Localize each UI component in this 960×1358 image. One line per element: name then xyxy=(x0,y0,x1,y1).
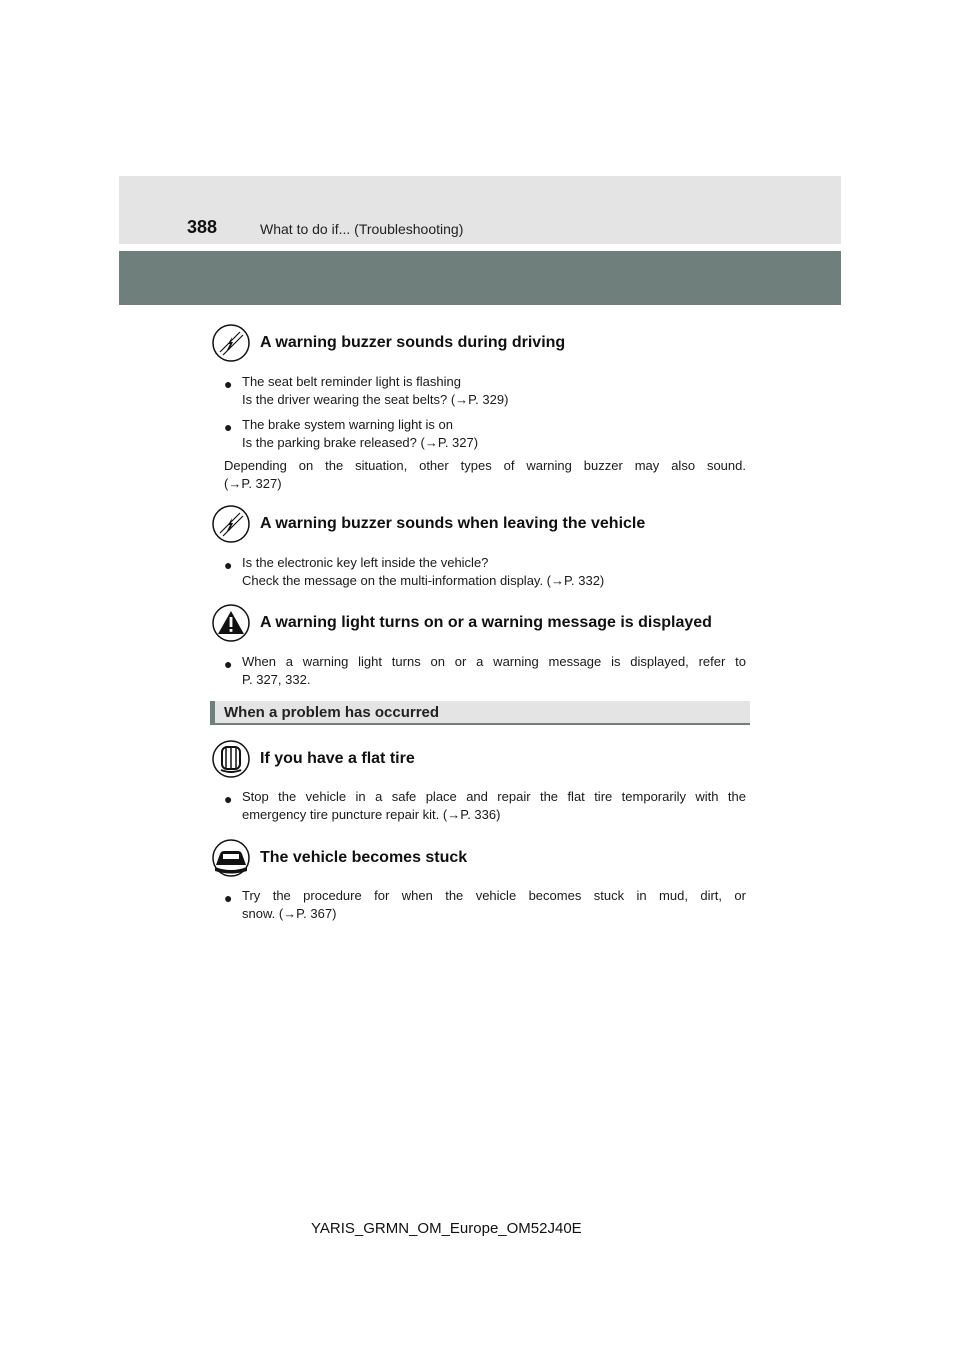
note-paragraph xyxy=(224,457,746,493)
list-item-line: The seat belt reminder light is flashing xyxy=(242,374,461,389)
list-item-line: Try the procedure for when the vehicle becomes stuck in mud, dirt, or xyxy=(242,888,746,903)
flat-tire-icon xyxy=(212,740,250,778)
header-title: What to do if... (Troubleshooting) xyxy=(260,221,464,237)
list-item xyxy=(224,653,746,689)
list-item-line: emergency tire puncture repair kit. (→P. 336) xyxy=(242,807,501,822)
bullet-icon: ● xyxy=(224,890,233,906)
bullet-icon: ● xyxy=(224,419,233,435)
list-item xyxy=(224,887,746,923)
band-title: When a problem has occurred xyxy=(224,704,440,721)
list-item xyxy=(224,788,746,824)
list-item-line: Is the electronic key left inside the vehicle? xyxy=(242,555,489,570)
bullet-icon: ● xyxy=(224,376,233,392)
list-item-line: P. 327, 332. xyxy=(242,672,311,687)
section-title: If you have a flat tire xyxy=(260,750,415,767)
note-line: Depending on the situation, other types of warning buzzer may also sound. xyxy=(224,458,746,473)
header-bar xyxy=(119,251,841,305)
list-item-line: Stop the vehicle in a safe place and repair the flat tire temporarily with the xyxy=(242,789,746,804)
header-band xyxy=(119,176,841,244)
warning-buzzer-icon xyxy=(212,324,250,362)
warning-triangle-icon xyxy=(212,604,250,642)
bullet-icon: ● xyxy=(224,557,233,573)
bullet-icon: ● xyxy=(224,791,233,807)
page-number: 388 xyxy=(187,217,218,237)
section-title: A warning light turns on or a warning message is displayed xyxy=(260,614,712,631)
list-item-line: The brake system warning light is on xyxy=(242,417,453,432)
section-title: A warning buzzer sounds during driving xyxy=(260,334,566,351)
list-item-line: When a warning light turns on or a warning message is displayed, refer to xyxy=(242,654,746,669)
warning-buzzer-icon xyxy=(212,505,250,543)
bullet-icon: ● xyxy=(224,656,233,672)
footer-text: YARIS_GRMN_OM_Europe_OM52J40E xyxy=(311,1220,582,1237)
section-title: A warning buzzer sounds when leaving the vehicle xyxy=(260,515,646,532)
list-item-line: snow. (→P. 367) xyxy=(242,906,337,921)
section-title: The vehicle becomes stuck xyxy=(260,849,468,866)
note-line: (→P. 327) xyxy=(224,476,282,491)
list-item xyxy=(224,373,746,409)
list-item-line: Check the message on the multi-information display. (→P. 332) xyxy=(242,573,605,588)
stuck-vehicle-icon xyxy=(212,839,250,877)
list-item xyxy=(224,554,746,590)
section-band xyxy=(210,701,750,725)
list-item-line: Is the driver wearing the seat belts? (→P. 329) xyxy=(242,392,509,407)
list-item-line: Is the parking brake released? (→P. 327) xyxy=(242,435,479,450)
list-item xyxy=(224,416,746,452)
